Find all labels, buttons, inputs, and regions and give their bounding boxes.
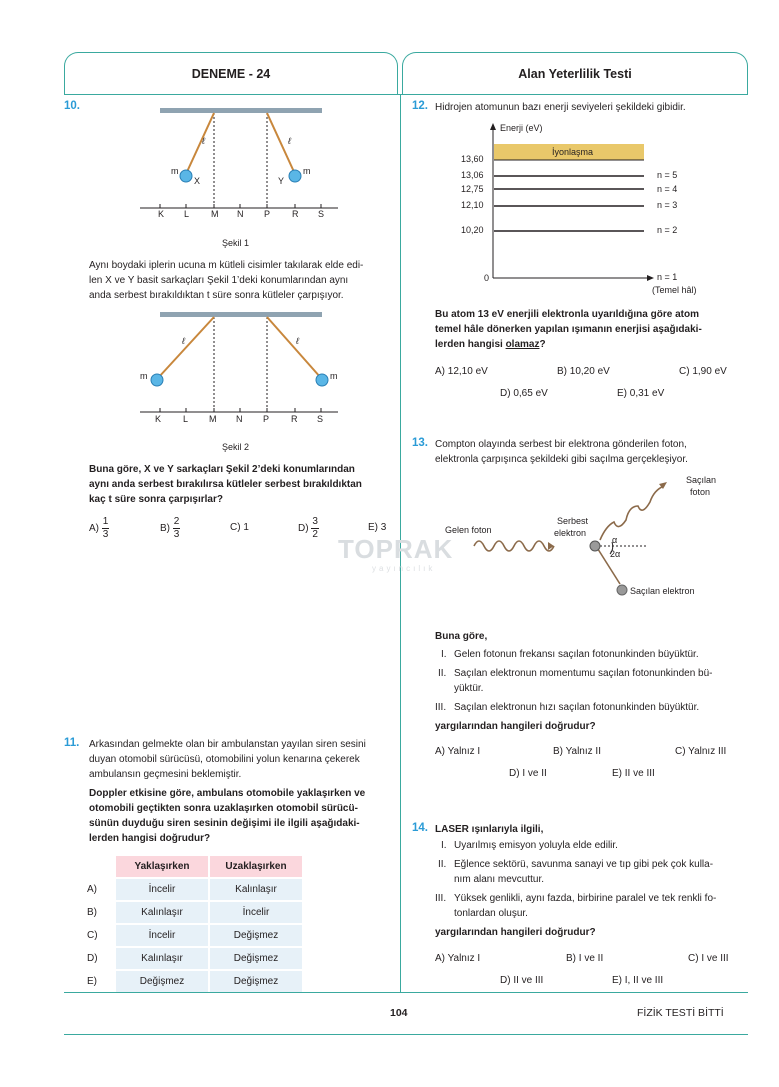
table-cell: Değişmez: [116, 971, 208, 992]
q13-number: 13.: [412, 437, 428, 449]
q11-question-3: sünün duyduğu siren sesinin değişimi ile ilgili aşağıdaki-: [89, 818, 360, 829]
q14-roman-3: III.: [435, 893, 447, 904]
table-corner: [86, 856, 114, 877]
fig2-mass-right: m: [330, 371, 338, 381]
q10-a-num: 1: [102, 516, 109, 527]
table-row[interactable]: [86, 971, 302, 992]
q14-statement-2b: nım alanı mevcuttur.: [454, 874, 545, 885]
q14-option-d[interactable]: D) II ve III: [500, 975, 544, 986]
q10-question-3: kaç t süre sonra çarpışırlar?: [89, 494, 223, 505]
table-row[interactable]: [86, 879, 302, 900]
fig2-label-S: S: [317, 414, 324, 424]
q13-two-alpha: 2α: [610, 549, 621, 559]
fig2-label-P: P: [263, 414, 270, 424]
q10-option-b-letter: B): [160, 523, 170, 535]
q13-scattered-photon-1: Saçılan: [686, 475, 717, 485]
q13-scattered-photon-2: foton: [690, 487, 711, 497]
table-cell: Değişmez: [210, 971, 302, 992]
q10-d-num: 3: [312, 516, 318, 527]
q13-option-c[interactable]: C) Yalnız III: [675, 746, 727, 757]
q10-text-1: Aynı boydaki iplerin ucuna m kütleli cisimler takılarak elde edi-: [89, 260, 364, 271]
q13-option-d[interactable]: D) I ve II: [509, 768, 547, 779]
q12-ground-state: (Temel hâl): [652, 285, 697, 295]
q11-options-table: [84, 854, 304, 994]
q10-option-a[interactable]: [89, 516, 109, 541]
q14-option-b[interactable]: B) I ve II: [566, 953, 604, 964]
q13-free-electron-2: elektron: [554, 528, 587, 538]
q10-option-a-fraction: [102, 516, 110, 541]
q10-option-d-letter: D): [298, 523, 309, 535]
table-cell: Değişmez: [210, 948, 302, 969]
q13-option-a[interactable]: A) Yalnız I: [435, 746, 481, 757]
q10-b-num: 2: [173, 516, 180, 527]
table-cell: Kalınlaşır: [210, 879, 302, 900]
q11-text-1: Arkasından gelmekte olan bir ambulanstan yayılan siren sesini: [89, 739, 366, 750]
fig2-mass-left: m: [140, 371, 148, 381]
q10-option-c[interactable]: C) 1: [230, 522, 249, 533]
q12-option-d[interactable]: D) 0,65 eV: [500, 388, 548, 399]
footer-note: FİZİK TESTİ BİTTİ: [637, 1007, 724, 1019]
q12-n5: n = 5: [657, 170, 678, 180]
q14-option-c[interactable]: C) I ve III: [688, 953, 729, 964]
q13-incoming-photon: Gelen foton: [445, 525, 492, 535]
table-cell: Kalınlaşır: [116, 902, 208, 923]
q14-option-e[interactable]: E) I, II ve III: [612, 975, 664, 986]
q11-text-3: ambulansın geçmesini beklemiştir.: [89, 769, 242, 780]
q10-text-2: len X ve Y basit sarkaçları Şekil 1’deki konumlarından aynı: [89, 275, 349, 286]
q10-option-e[interactable]: E) 3: [368, 522, 387, 533]
q13-roman-3: III.: [435, 702, 447, 713]
fig2-caption: Şekil 2: [222, 442, 250, 452]
row-label: D): [87, 953, 98, 964]
q12-option-b[interactable]: B) 10,20 eV: [557, 366, 610, 377]
fig2-label-L: L: [183, 414, 189, 424]
q12-n4: n = 4: [657, 184, 678, 194]
table-row[interactable]: [86, 925, 302, 946]
q13-statement-1: Gelen fotonun frekansı saçılan fotonunkinden büyüktür.: [454, 649, 699, 660]
q14-ask: yargılarından hangileri doğrudur?: [435, 927, 596, 938]
q12-n3: n = 3: [657, 200, 678, 210]
q13-roman-2: II.: [438, 668, 447, 679]
q13-statement-3: Saçılan elektronun hızı saçılan fotonunkinden büyüktür.: [454, 702, 700, 713]
q12-text: Hidrojen atomunun bazı enerji seviyeleri şekildeki gibidir.: [435, 102, 686, 113]
table-cell: İncelir: [116, 879, 208, 900]
q12-q3-c: ?: [539, 339, 546, 350]
fig2-length-left: ℓ: [182, 336, 185, 346]
fig2-label-K: K: [155, 414, 162, 424]
row-label: A): [87, 884, 97, 895]
q14-option-a[interactable]: A) Yalnız I: [435, 953, 481, 964]
fig1-label-S: S: [318, 209, 325, 219]
table-row[interactable]: [86, 902, 302, 923]
q10-b-den: 3: [173, 529, 180, 540]
q14-statement-3b: tonlardan oluşur.: [454, 908, 528, 919]
header-left: DENEME - 24: [64, 52, 398, 94]
q12-level-1360: 13,60: [461, 154, 484, 164]
q13-scattered-electron: Saçılan elektron: [630, 586, 695, 596]
q12-question-3: [435, 337, 546, 353]
fig1-label-Y: Y: [278, 176, 285, 186]
q11-question-2: otomobili geçtikten sonra uzaklaşırken otomobil sürücü-: [89, 803, 358, 814]
q12-question-2: temel hâle dönerken yapılan ışımanın enerjisi aşağıdaki-: [435, 324, 702, 335]
table-cell: İncelir: [210, 902, 302, 923]
q11-question-4: lerden hangisi doğrudur?: [89, 833, 211, 844]
page-number: 104: [390, 1007, 408, 1019]
q14-roman-1: I.: [441, 840, 447, 851]
fig2-label-R: R: [291, 414, 298, 424]
q13-text-2: elektronla çarpışınca şekildeki gibi saçılma gerçekleşiyor.: [435, 454, 688, 465]
fig1-label-P: P: [264, 209, 271, 219]
fig1-caption: Şekil 1: [222, 238, 250, 248]
row-label: C): [87, 930, 98, 941]
q13-option-e[interactable]: E) II ve III: [612, 768, 655, 779]
q13-free-electron-1: Serbest: [557, 516, 589, 526]
q13-option-b[interactable]: B) Yalnız II: [553, 746, 601, 757]
q11-number: 11.: [64, 737, 80, 749]
fig1-label-K: K: [158, 209, 165, 219]
fig1-length-left: ℓ: [202, 136, 205, 146]
q12-number: 12.: [412, 100, 428, 112]
q12-n1: n = 1: [657, 272, 678, 282]
q14-roman-2: II.: [438, 859, 447, 870]
q12-option-e[interactable]: E) 0,31 eV: [617, 388, 665, 399]
fig1-label-R: R: [292, 209, 299, 219]
q13-ask: yargılarından hangileri doğrudur?: [435, 721, 596, 732]
q13-alpha: α: [612, 535, 618, 545]
q13-statement-2a: Saçılan elektronun momentumu saçılan fotonunkinden bü-: [454, 668, 713, 679]
q12-ionization-label: İyonlaşma: [552, 147, 594, 157]
table-header-recede: Uzaklaşırken: [210, 856, 302, 877]
q10-d-den: 2: [312, 529, 318, 540]
q14-statement-3a: Yüksek genlikli, aynı fazda, birbirine paralel ve tek renkli fo-: [454, 893, 717, 904]
table-header-approach: Yaklaşırken: [116, 856, 208, 877]
q13-roman-1: I.: [441, 649, 447, 660]
fig1-label-N: N: [237, 209, 244, 219]
fig1-label-L: L: [184, 209, 190, 219]
q10-figure-2: [140, 312, 340, 422]
fig1-label-X: X: [194, 176, 201, 186]
watermark-sub: yayıncılık: [372, 564, 436, 573]
table-cell: Kalınlaşır: [116, 948, 208, 969]
fig2-label-N: N: [236, 414, 243, 424]
footer-divider-top: [64, 992, 748, 993]
q11-text-2: duyan otomobil sürücüsü, otomobilini yolun kenarına çekerek: [89, 754, 360, 765]
q12-q3-olamaz: olamaz: [505, 339, 540, 350]
row-label: B): [87, 907, 97, 918]
q12-level-1210: 12,10: [461, 200, 484, 210]
q14-statement-1: Uyarılmış emisyon yoluyla elde edilir.: [454, 840, 618, 851]
fig1-mass-left: m: [171, 166, 179, 176]
q12-option-c[interactable]: C) 1,90 eV: [679, 366, 727, 377]
q13-statement-2b: yüktür.: [454, 683, 484, 694]
q10-a-den: 3: [102, 529, 109, 540]
table-cell: Değişmez: [210, 925, 302, 946]
row-label: E): [87, 976, 97, 987]
q14-lead: LASER ışınlarıyla ilgili,: [435, 824, 544, 835]
fig1-mass-right: m: [303, 166, 311, 176]
fig2-length-right: ℓ: [296, 336, 299, 346]
table-cell: İncelir: [116, 925, 208, 946]
q12-q3-a: lerden hangisi: [435, 339, 506, 350]
footer-divider-bottom: [64, 1034, 748, 1035]
q10-question-2: aynı anda serbest bırakılırsa kütleler serbest bırakıldıktan: [89, 479, 362, 490]
fig2-label-M: M: [209, 414, 217, 424]
header-right: Alan Yeterlilik Testi: [402, 52, 748, 94]
table-header-row: [86, 856, 302, 877]
q13-text-1: Compton olayında serbest bir elektrona gönderilen foton,: [435, 439, 687, 450]
q14-number: 14.: [412, 822, 428, 834]
q14-statement-2a: Eğlence sektörü, savunma sanayi ve tıp gibi pek çok kulla-: [454, 859, 714, 870]
q10-number: 10.: [64, 100, 80, 112]
q10-option-a-letter: A): [89, 523, 99, 535]
q10-option-d-fraction: [311, 516, 319, 541]
q12-level-1306: 13,06: [461, 170, 484, 180]
q11-question-1: Doppler etkisine göre, ambulans otomobile yaklaşırken ve: [89, 788, 366, 799]
q12-level-1275: 12,75: [461, 184, 484, 194]
fig1-length-right: ℓ: [288, 136, 291, 146]
q10-question-1: Buna göre, X ve Y sarkaçları Şekil 2’deki konumlarından: [89, 464, 355, 475]
header-divider: [64, 94, 748, 95]
fig1-label-M: M: [211, 209, 219, 219]
q12-level-1020: 10,20: [461, 225, 484, 235]
watermark-brand: TOPRAK: [338, 534, 454, 564]
q10-option-d[interactable]: [298, 516, 319, 541]
q10-option-b[interactable]: [160, 516, 180, 541]
table-row[interactable]: [86, 948, 302, 969]
q12-axis-label: Enerji (eV): [500, 123, 543, 133]
q13-compton-diagram: [470, 474, 710, 604]
q12-level-0: 0: [484, 273, 490, 283]
q10-text-3: anda serbest bırakıldıktan t süre sonra kütleler çarpışıyor.: [89, 290, 344, 301]
q10-option-b-fraction: [173, 516, 181, 541]
q13-lead: Buna göre,: [435, 631, 488, 642]
q12-n2: n = 2: [657, 225, 678, 235]
q12-question-1: Bu atom 13 eV enerjili elektronla uyarıldığına göre atom: [435, 309, 699, 320]
q12-option-a[interactable]: A) 12,10 eV: [435, 366, 488, 377]
